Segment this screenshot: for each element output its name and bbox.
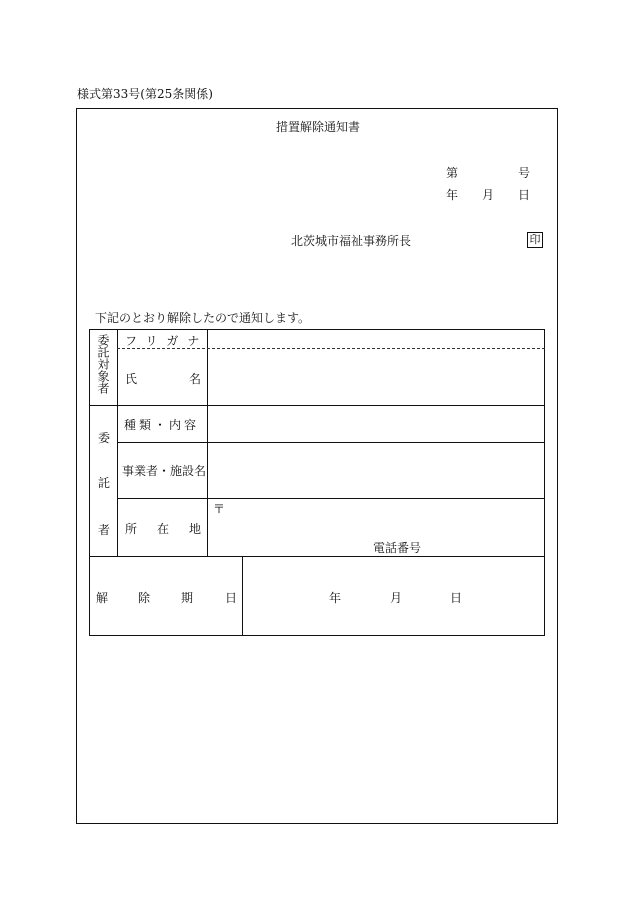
doc-number-suffix: 号 xyxy=(518,166,531,180)
postal-mark: 〒 xyxy=(213,502,226,516)
release-date-char-2: 除 xyxy=(138,591,151,605)
row-divider-type xyxy=(117,442,545,443)
business-facility-label: 事業者・施設名 xyxy=(122,464,207,478)
row-divider-contractor xyxy=(89,556,545,557)
furigana-label: フリガナ xyxy=(125,334,209,348)
row-divider-subject xyxy=(89,405,545,406)
name-label-1: 氏 xyxy=(125,372,138,386)
release-date-char-1: 解 xyxy=(96,591,109,605)
form-number: 様式第33号(第25条関係) xyxy=(77,87,213,101)
issuer-name: 北茨城市福祉事務所長 xyxy=(291,234,412,248)
subject-label: 委託対象者 xyxy=(96,334,110,394)
col-divider-date xyxy=(242,556,243,636)
document-title: 措置解除通知書 xyxy=(276,120,361,134)
location-label-1: 所 xyxy=(125,522,138,536)
seal-stamp: 印 xyxy=(527,232,543,248)
type-content-label: 種類・内容 xyxy=(124,418,200,432)
location-label-2: 在 xyxy=(157,522,170,536)
release-day: 日 xyxy=(450,591,463,605)
contractor-label-1: 委 xyxy=(98,431,111,445)
detail-table xyxy=(89,329,545,636)
phone-label: 電話番号 xyxy=(373,541,422,555)
release-date-char-4: 日 xyxy=(225,591,238,605)
contractor-label-3: 者 xyxy=(98,523,111,537)
name-label-2: 名 xyxy=(189,372,202,386)
notice-text: 下記のとおり解除したので通知します。 xyxy=(95,311,311,325)
row-divider-business xyxy=(117,498,545,499)
location-label-3: 地 xyxy=(189,522,202,536)
release-year: 年 xyxy=(329,591,342,605)
release-date-char-3: 期 xyxy=(181,591,194,605)
release-month: 月 xyxy=(390,591,403,605)
date-year: 年 xyxy=(446,188,459,202)
date-day: 日 xyxy=(518,188,531,202)
date-month: 月 xyxy=(482,188,495,202)
doc-number-prefix: 第 xyxy=(446,166,459,180)
contractor-label-2: 託 xyxy=(98,476,111,490)
